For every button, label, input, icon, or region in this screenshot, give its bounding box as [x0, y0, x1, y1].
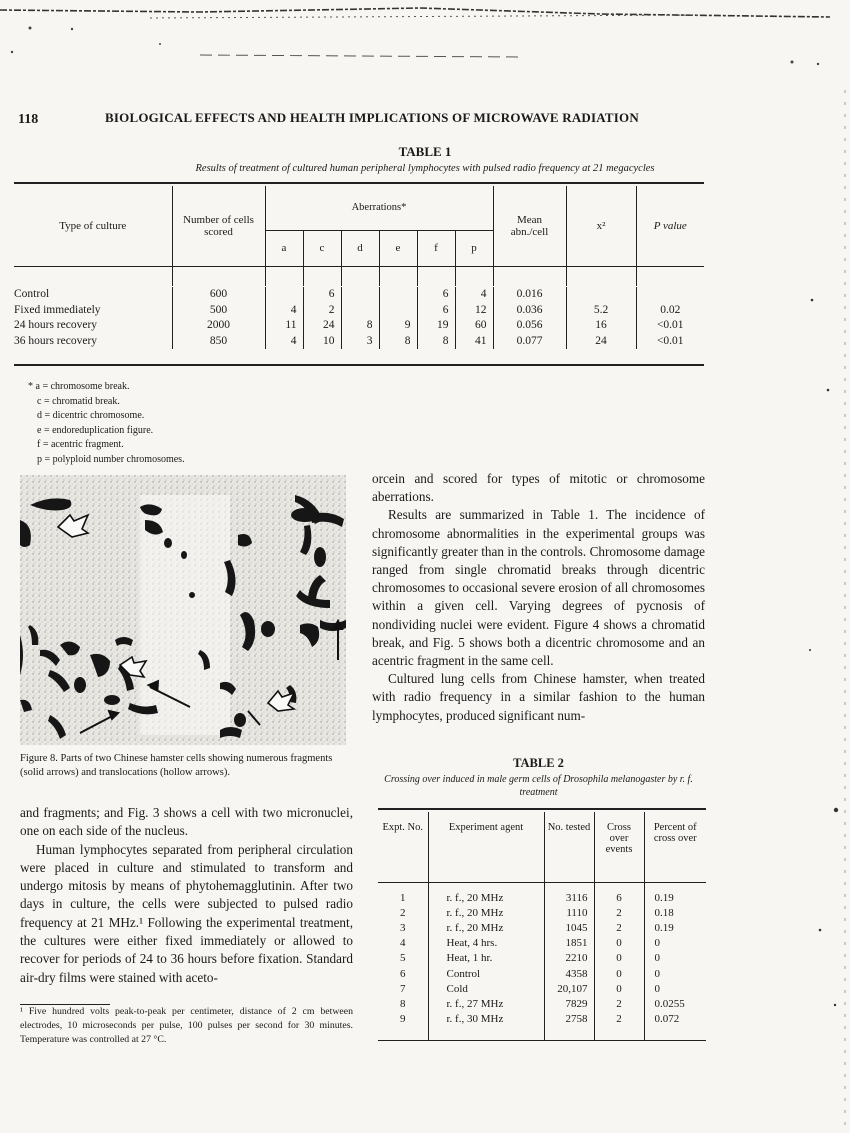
- table1-cell-d: [341, 287, 379, 303]
- table2-cell-cross: 0: [594, 981, 644, 996]
- table1-top-rule: [14, 182, 704, 184]
- table1-cell-c: 6: [303, 287, 341, 303]
- table1-cell-f: 19: [417, 318, 455, 334]
- table1-cell-p: 60: [455, 318, 493, 334]
- paragraph: orcein and scored for types of mitotic or chromosome aberrations.: [372, 471, 705, 505]
- col-d-header: d: [341, 230, 379, 266]
- paragraph: Human lymphocytes separated from peripheral circulation were placed in culture and stimulated to transform and undergo mitosis by means of phytohemagglutinin. After two days in culture, the cells were subjected to pulsed radio frequency at 21 MHz.¹ Following the experimental treatment, the cultures were either fixed immediately or allowed to recover for periods of 24 to 36 hours before fixation. Standard air-dry films were stained with aceto-: [20, 841, 353, 985]
- table1-cell-n: 600: [172, 287, 265, 303]
- table1-cell-pval: [636, 287, 704, 303]
- table1-caption: Results of treatment of cultured human peripheral lymphocytes with pulsed radio frequency at 21 megacycles: [195, 163, 655, 174]
- table2-cell-pct: 0: [654, 937, 660, 950]
- footnote-1: ¹ Five hundred volts peak-to-peak per centimeter, distance of 2 cm between electrodes, 10 microseconds per pulse, 100 pulses per second for 30 minutes. Temperature was controlled at 27 °C.: [20, 1006, 353, 1045]
- table1-cell-c: 2: [303, 303, 341, 319]
- table1-cell-f: 8: [417, 334, 455, 350]
- table2-row: [378, 1012, 706, 1027]
- col-p-header: p: [455, 230, 493, 266]
- table1-cell-a: 11: [265, 318, 303, 334]
- table2-cell-cross: 0: [594, 936, 644, 951]
- table1-cell-n: 850: [172, 334, 265, 350]
- table1-cell-type: Fixed immediately: [14, 303, 172, 319]
- paragraph: Cultured lung cells from Chinese hamster, when treated with radio frequency in a similar fashion to the human lymphocytes, produced significant num-: [372, 671, 705, 723]
- footnote-f: f = acentric fragment.: [37, 439, 124, 450]
- table2-cell-expt: 7: [378, 981, 428, 996]
- table1-cell-chi: 16: [566, 318, 636, 334]
- table1-row: [14, 334, 704, 350]
- table1-cell-mean: 0.016: [493, 287, 566, 303]
- table2-cell-agent: Heat, 4 hrs.: [428, 936, 544, 951]
- table2-cell-pct: 0: [654, 982, 660, 995]
- footnote-a: * a = chromosome break.: [28, 381, 130, 392]
- table2-row: [378, 905, 706, 920]
- table1-cell-f: 6: [417, 287, 455, 303]
- table1-cell-p: 12: [455, 303, 493, 319]
- table1-row: [14, 303, 704, 319]
- col-number-header: Number of cells scored: [172, 186, 265, 266]
- right-column-text: [372, 470, 705, 725]
- figure-8-caption: Figure 8. Parts of two Chinese hamster cells showing numerous fragments (solid arrows) and translocations (hollow arrows).: [20, 753, 333, 778]
- footnote-p: p = polyploid number chromosomes.: [37, 453, 185, 465]
- table2-row: [378, 951, 706, 966]
- col-pvalue-header: P value: [653, 219, 687, 232]
- table2-cell-tested: 20,107: [544, 981, 594, 996]
- table2-cell-cross: 2: [594, 996, 644, 1011]
- t2-col-tested: No. tested: [544, 812, 594, 882]
- table1-cell-c: 24: [303, 318, 341, 334]
- table2-row: [378, 981, 706, 996]
- table1-cell-c: 10: [303, 334, 341, 350]
- table2-cell-pct: 0.18: [654, 906, 674, 919]
- t2-col-cross: Cross over events: [594, 812, 644, 882]
- figure-8-micrograph: [20, 475, 346, 745]
- table1-cell-d: [341, 303, 379, 319]
- page-number: 118: [18, 112, 39, 127]
- table1-cell-chi: 5.2: [566, 303, 636, 319]
- table2-row: [378, 966, 706, 981]
- footnote-e: e = endoreduplication figure.: [37, 424, 154, 436]
- table1-cell-chi: [566, 287, 636, 303]
- table2-top-rule: [378, 808, 706, 810]
- running-title: BIOLOGICAL EFFECTS AND HEALTH IMPLICATIONS OF MICROWAVE RADIATION: [105, 110, 639, 125]
- table2-title: TABLE 2: [513, 756, 564, 770]
- col-chi-header: x²: [566, 186, 636, 266]
- table2-cell-tested: 7829: [544, 996, 594, 1011]
- table2-cell-agent: r. f., 20 MHz: [428, 905, 544, 920]
- table2-cell-tested: 2758: [544, 1012, 594, 1027]
- col-c-header: c: [303, 230, 341, 266]
- table2-cell-tested: 4358: [544, 966, 594, 981]
- table1-cell-e: 8: [379, 334, 417, 350]
- scan-noise-margin: [740, 90, 850, 1130]
- table1-cell-mean: 0.077: [493, 334, 566, 350]
- table1-cell-e: [379, 287, 417, 303]
- table1-cell-d: 3: [341, 334, 379, 350]
- table1-cell-f: 6: [417, 303, 455, 319]
- table1-cell-a: [265, 287, 303, 303]
- col-a-header: a: [265, 230, 303, 266]
- table1-title: TABLE 1: [398, 144, 452, 159]
- table2-row: [378, 996, 706, 1011]
- left-column-text: [20, 804, 353, 987]
- table1-cell-chi: 24: [566, 334, 636, 350]
- table2-cell-expt: 4: [378, 936, 428, 951]
- table2-cell-pct: 0.19: [654, 921, 674, 934]
- table1-footnotes: [28, 380, 185, 467]
- table2-cell-pct: 0.072: [654, 1013, 680, 1026]
- table2-cell-tested: 1045: [544, 920, 594, 935]
- table1: [14, 186, 704, 286]
- t2-col-percent: Percent of cross over: [653, 822, 697, 844]
- table2-cell-cross: 0: [594, 966, 644, 981]
- table1-row: [14, 287, 704, 303]
- table1-cell-e: [379, 303, 417, 319]
- table1-cell-pval: <0.01: [656, 334, 684, 347]
- table2-cell-agent: Heat, 1 hr.: [428, 951, 544, 966]
- table2-cell-expt: 5: [378, 951, 428, 966]
- col-f-header: f: [417, 230, 455, 266]
- table1-cell-a: 4: [265, 303, 303, 319]
- col-type-header: Type of culture: [14, 186, 172, 266]
- paragraph: Results are summarized in Table 1. The incidence of chromosome abnormalities in the experimental groups was significantly greater than in the controls. Chromosome damage ranged from single chromatid breaks through dicentric chromosomes to occasional severe erosion of all chromosomes within a given cell. Varying degrees of pycnosis of nondividing nuclei were evident. Figure 4 shows a chromatid break, and Fig. 5 shows both a dicentric chromosome and an acentric fragment in the same cell.: [372, 507, 705, 669]
- table1-row: [14, 318, 704, 334]
- table1-cell-pval: <0.01: [656, 319, 684, 331]
- scan-noise-top: [0, 0, 850, 80]
- table2-row: [378, 936, 706, 951]
- table2-cell-agent: r. f., 30 MHz: [428, 1012, 544, 1027]
- table2-cell-expt: 9: [378, 1012, 428, 1027]
- table2-cell-cross: 2: [594, 920, 644, 935]
- table2-row: [378, 890, 706, 905]
- table2-cell-expt: 8: [378, 996, 428, 1011]
- table2-cell-expt: 3: [378, 920, 428, 935]
- table1-cell-type: 36 hours recovery: [14, 334, 172, 350]
- table1-cell-type: 24 hours recovery: [14, 318, 172, 334]
- table2-cell-expt: 1: [378, 890, 428, 905]
- table2-cell-agent: r. f., 20 MHz: [428, 920, 544, 935]
- table2-cell-pct: 0: [654, 952, 660, 965]
- table2-cell-tested: 1851: [544, 936, 594, 951]
- table2-cell-tested: 2210: [544, 951, 594, 966]
- table1-body: [14, 287, 704, 349]
- table2-row: [378, 920, 706, 935]
- table2: [378, 812, 706, 1041]
- table1-cell-type: Control: [14, 287, 172, 303]
- table1-cell-p: 4: [455, 287, 493, 303]
- table2-cell-cross: 2: [594, 905, 644, 920]
- table2-cell-expt: 2: [378, 905, 428, 920]
- table2-cell-agent: Cold: [428, 981, 544, 996]
- table2-cell-tested: 3116: [544, 890, 594, 905]
- t2-col-agent: Experiment agent: [428, 812, 544, 882]
- table1-cell-d: 8: [341, 318, 379, 334]
- col-e-header: e: [379, 230, 417, 266]
- table2-cell-agent: Control: [428, 966, 544, 981]
- col-aberrations-header: Aberrations*: [265, 186, 493, 230]
- table2-cell-cross: 2: [594, 1012, 644, 1027]
- table1-cell-mean: 0.036: [493, 303, 566, 319]
- table2-cell-pct: 0.19: [654, 891, 674, 904]
- t2-col-expt: Expt. No.: [378, 812, 428, 882]
- footnote-d: d = dicentric chromosome.: [37, 410, 145, 421]
- table1-cell-pval: 0.02: [660, 303, 681, 316]
- col-mean-header: Mean abn./cell: [493, 186, 566, 266]
- table1-cell-a: 4: [265, 334, 303, 350]
- footnote-c: c = chromatid break.: [37, 395, 120, 407]
- table2-cell-agent: r. f., 20 MHz: [428, 890, 544, 905]
- table1-cell-e: 9: [379, 318, 417, 334]
- table1-cell-n: 500: [172, 303, 265, 319]
- table2-cell-agent: r. f., 27 MHz: [428, 996, 544, 1011]
- table2-cell-cross: 0: [594, 951, 644, 966]
- table2-cell-tested: 1110: [544, 905, 594, 920]
- table1-bottom-rule: [14, 364, 704, 366]
- paragraph: and fragments; and Fig. 3 shows a cell with two micronuclei, one on each side of the nucleus.: [20, 805, 353, 839]
- table2-caption: Crossing over induced in male germ cells of Drosophila melanogaster by r. f. treatment: [384, 774, 693, 798]
- table1-cell-mean: 0.056: [493, 318, 566, 334]
- table2-cell-pct: 0: [654, 967, 660, 980]
- table2-cell-expt: 6: [378, 966, 428, 981]
- table2-cell-cross: 6: [594, 890, 644, 905]
- table1-cell-n: 2000: [172, 318, 265, 334]
- table2-cell-pct: 0.0255: [654, 997, 685, 1010]
- table1-cell-p: 41: [455, 334, 493, 350]
